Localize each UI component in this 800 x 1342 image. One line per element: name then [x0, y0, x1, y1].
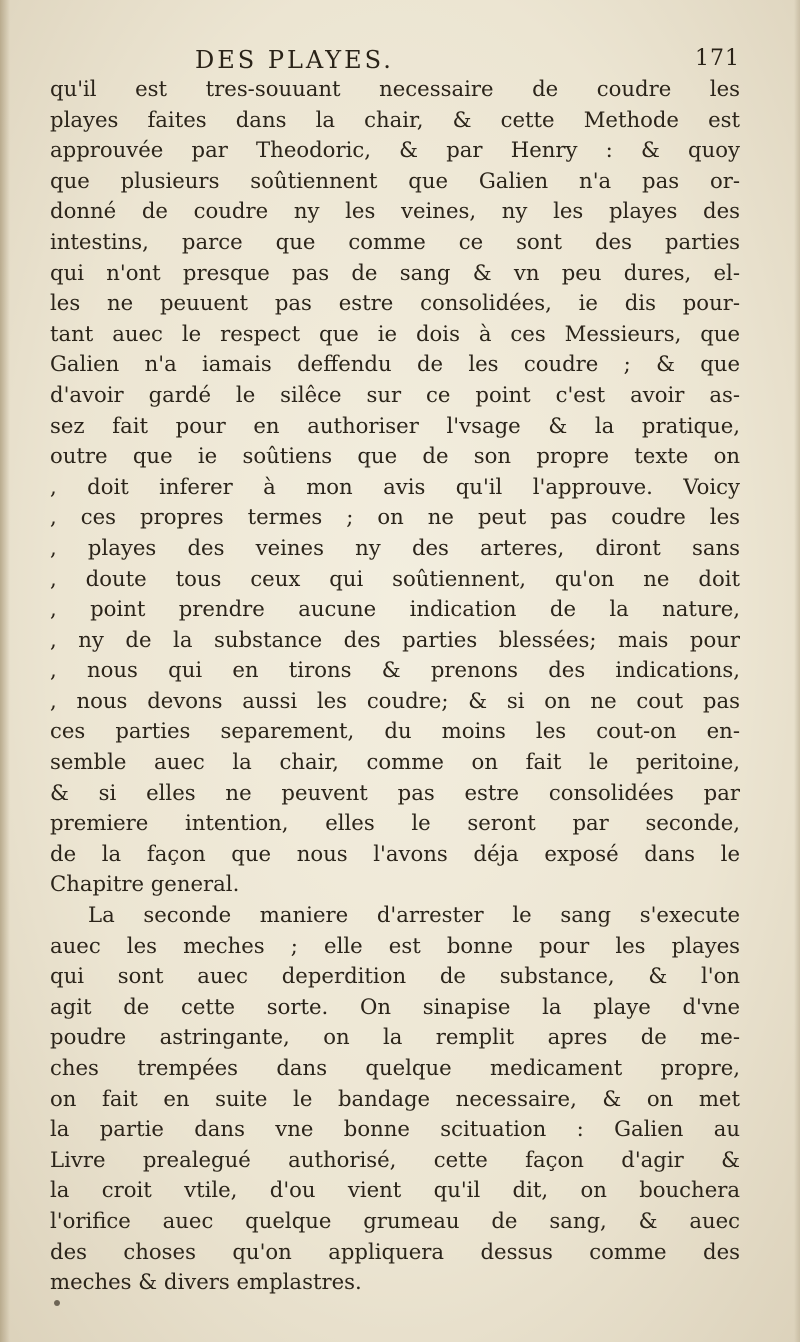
- text-line: , point prendre aucune indication de la nature,: [50, 596, 740, 622]
- text-line: que plusieurs soûtiennent que Galien n'a pas or-: [50, 167, 740, 193]
- page-number: 171: [695, 46, 740, 71]
- text-line: Chapitre general.: [50, 871, 240, 897]
- text-line: les ne peuuent pas estre consolidées, ie dis pour-: [50, 290, 740, 316]
- text-line: ces parties separement, du moins les cout-on en-: [50, 718, 740, 744]
- text-line: tant auec le respect que ie dois à ces Messieurs, que: [50, 320, 740, 346]
- text-line: playes faites dans la chair, & cette Methode est: [50, 106, 740, 132]
- text-line: de la façon que nous l'avons déja exposé dans le: [50, 840, 740, 866]
- text-line: meches & divers emplastres.: [50, 1269, 362, 1295]
- body-text: [50, 74, 740, 1298]
- text-line: , nous devons aussi les coudre; & si on ne cout pas: [50, 687, 740, 713]
- text-line: , ces propres termes ; on ne peut pas coudre les: [50, 504, 740, 530]
- text-line: sez fait pour en authoriser l'vsage & la pratique,: [50, 412, 740, 438]
- text-line: qui n'ont presque pas de sang & vn peu dures, el-: [50, 259, 740, 285]
- text-line: agit de cette sorte. On sinapise la playe d'vne: [50, 993, 740, 1019]
- text-line: ches trempées dans quelque medicament propre,: [50, 1055, 740, 1080]
- text-line: Livre prealegué authorisé, cette façon d'agir &: [50, 1146, 740, 1172]
- text-line: & si elles ne peuvent pas estre consolidées par: [50, 779, 740, 805]
- running-head: DES PLAYES.: [195, 46, 394, 74]
- text-line: la partie dans vne bonne scituation : Galien au: [50, 1116, 740, 1142]
- text-line: la croit vtile, d'ou vient qu'il dit, on bouchera: [50, 1177, 740, 1203]
- text-line: donné de coudre ny les veines, ny les playes des: [50, 198, 740, 224]
- text-line: intestins, parce que comme ce sont des parties: [50, 228, 740, 254]
- text-line: approuvée par Theodoric, & par Henry : & quoy: [50, 137, 740, 163]
- text-line: semble auec la chair, comme on fait le peritoine,: [50, 749, 740, 775]
- text-line: , playes des veines ny des arteres, diront sans: [50, 534, 740, 560]
- text-line: d'avoir gardé le silêce sur ce point c'est avoir as-: [50, 381, 740, 407]
- text-line: auec les meches ; elle est bonne pour les playes: [50, 932, 740, 958]
- text-line: Galien n'a iamais deffendu de les coudre ; & que: [50, 351, 740, 377]
- text-line: outre que ie soûtiens que de son propre texte on: [50, 443, 740, 469]
- text-line: qu'il est tres-souuant necessaire de coudre les: [50, 76, 740, 101]
- text-line: , ny de la substance des parties blessées; mais pour: [50, 626, 740, 652]
- text-line: qui sont auec deperdition de substance, & l'on: [50, 963, 740, 989]
- text-line: premiere intention, elles le seront par seconde,: [50, 810, 740, 836]
- paragraph-start-line: La seconde maniere d'arrester le sang s'execute: [88, 902, 740, 928]
- text-line: , doute tous ceux qui soûtiennent, qu'on ne doit: [50, 565, 740, 591]
- text-line: l'orifice auec quelque grumeau de sang, & auec: [50, 1207, 740, 1233]
- text-line: on fait en suite le bandage necessaire, & on met: [50, 1085, 740, 1111]
- text-line: , nous qui en tirons & prenons des indications,: [50, 657, 740, 683]
- text-line: , doit inferer à mon avis qu'il l'approuve. Voicy: [50, 473, 740, 499]
- text-line: poudre astringante, on la remplit apres de me-: [50, 1024, 740, 1050]
- ink-spot: [54, 1300, 60, 1306]
- text-line: des choses qu'on appliquera dessus comme des: [50, 1238, 740, 1264]
